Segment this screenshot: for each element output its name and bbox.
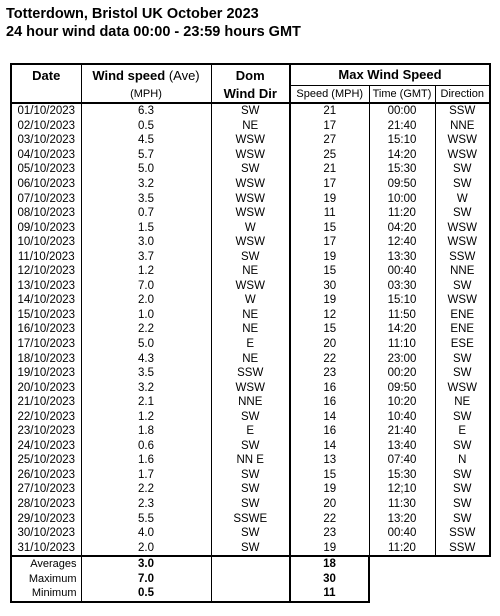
max-direction-cell: WSW (435, 133, 490, 148)
max-time-cell: 14:20 (369, 322, 435, 337)
table-row (11, 322, 490, 337)
max-speed-cell: 22 (290, 511, 369, 526)
wind-speed-cell: 2.0 (81, 293, 211, 308)
max-speed-cell: 19 (290, 482, 369, 497)
max-speed-cell: 14 (290, 409, 369, 424)
dom-wind-dir-cell: E (211, 424, 290, 439)
wind-speed-cell: 3.5 (81, 191, 211, 206)
max-direction-cell: N (435, 453, 490, 468)
summary-max-speed: 30 (290, 572, 369, 587)
max-time-cell: 11:20 (369, 540, 435, 556)
table-row (11, 103, 490, 119)
date-cell: 03/10/2023 (11, 133, 81, 148)
max-time-cell: 15:10 (369, 293, 435, 308)
max-time-cell: 10:00 (369, 191, 435, 206)
max-direction-cell: SW (435, 482, 490, 497)
table-row (11, 206, 490, 221)
summary-wind-speed: 3.0 (81, 556, 211, 572)
wind-speed-cell: 1.2 (81, 409, 211, 424)
wind-speed-ave-label: (Ave) (168, 67, 200, 83)
max-time-cell: 15:10 (369, 133, 435, 148)
dom-wind-dir-cell: NNE (211, 395, 290, 410)
table-row (11, 279, 490, 294)
wind-speed-cell: 0.5 (81, 119, 211, 134)
max-speed-cell: 27 (290, 133, 369, 148)
date-header: Date (11, 64, 81, 86)
max-speed-cell: 19 (290, 191, 369, 206)
max-speed-cell: 12 (290, 308, 369, 323)
wind-speed-cell: 5.0 (81, 337, 211, 352)
wind-dir-header: Wind Dir (211, 86, 290, 104)
summary-blank (369, 586, 490, 602)
max-direction-cell: WSW (435, 235, 490, 250)
date-cell: 30/10/2023 (11, 526, 81, 541)
max-speed-cell: 22 (290, 351, 369, 366)
max-direction-cell: WSW (435, 293, 490, 308)
wind-speed-cell: 1.6 (81, 453, 211, 468)
table-row (11, 337, 490, 352)
date-cell: 12/10/2023 (11, 264, 81, 279)
table-row (11, 482, 490, 497)
wind-speed-cell: 0.6 (81, 439, 211, 454)
date-cell: 14/10/2023 (11, 293, 81, 308)
dom-wind-dir-cell: NE (211, 351, 290, 366)
summary-wind-speed: 0.5 (81, 586, 211, 602)
wind-speed-cell: 0.7 (81, 206, 211, 221)
table-row (11, 235, 490, 250)
dom-wind-dir-cell: SW (211, 497, 290, 512)
wind-speed-header (81, 64, 211, 86)
table-row (11, 293, 490, 308)
dom-wind-dir-cell: WSW (211, 206, 290, 221)
summary-label: Minimum (11, 586, 81, 602)
wind-data-table (10, 63, 491, 603)
wind-speed-cell: 1.2 (81, 264, 211, 279)
table-row (11, 264, 490, 279)
max-wind-speed-header: Max Wind Speed (290, 64, 490, 86)
max-speed-cell: 23 (290, 366, 369, 381)
dom-wind-dir-cell: NE (211, 308, 290, 323)
max-time-cell: 00:00 (369, 103, 435, 119)
max-time-cell: 10:20 (369, 395, 435, 410)
summary-empty-cell (211, 556, 290, 572)
date-cell: 22/10/2023 (11, 409, 81, 424)
date-cell: 19/10/2023 (11, 366, 81, 381)
table-row (11, 366, 490, 381)
wind-speed-cell: 5.0 (81, 162, 211, 177)
date-cell: 27/10/2023 (11, 482, 81, 497)
table-row (11, 351, 490, 366)
wind-speed-cell: 1.0 (81, 308, 211, 323)
time-gmt-header: Time (GMT) (369, 86, 435, 104)
table-row (11, 424, 490, 439)
wind-speed-cell: 3.5 (81, 366, 211, 381)
summary-label: Averages (11, 556, 81, 572)
dom-wind-dir-cell: SW (211, 162, 290, 177)
max-time-cell: 11:50 (369, 308, 435, 323)
wind-speed-cell: 3.0 (81, 235, 211, 250)
max-speed-cell: 19 (290, 293, 369, 308)
wind-speed-cell: 4.5 (81, 133, 211, 148)
wind-speed-cell: 2.2 (81, 322, 211, 337)
max-direction-cell: ENE (435, 322, 490, 337)
date-cell: 16/10/2023 (11, 322, 81, 337)
max-speed-cell: 15 (290, 264, 369, 279)
table-row (11, 308, 490, 323)
dom-header: Dom (211, 64, 290, 86)
max-direction-cell: WSW (435, 380, 490, 395)
date-cell: 01/10/2023 (11, 103, 81, 119)
dom-wind-dir-cell: NE (211, 119, 290, 134)
page-subtitle: 24 hour wind data 00:00 - 23:59 hours GMT (6, 24, 301, 40)
max-direction-cell: SW (435, 206, 490, 221)
max-time-cell: 10:40 (369, 409, 435, 424)
dom-wind-dir-cell: SSW (211, 366, 290, 381)
wind-speed-cell: 1.5 (81, 220, 211, 235)
table-row (11, 148, 490, 163)
max-direction-cell: SW (435, 511, 490, 526)
max-time-cell: 13:40 (369, 439, 435, 454)
max-time-cell: 13:30 (369, 249, 435, 264)
table-row (11, 249, 490, 264)
date-cell: 02/10/2023 (11, 119, 81, 134)
max-time-cell: 23:00 (369, 351, 435, 366)
table-row (11, 177, 490, 192)
max-direction-cell: E (435, 424, 490, 439)
table-row (11, 468, 490, 483)
max-time-cell: 15:30 (369, 468, 435, 483)
date-cell: 04/10/2023 (11, 148, 81, 163)
max-speed-cell: 20 (290, 337, 369, 352)
max-time-cell: 14:20 (369, 148, 435, 163)
date-cell: 06/10/2023 (11, 177, 81, 192)
wind-speed-cell: 4.3 (81, 351, 211, 366)
table-row (11, 453, 490, 468)
max-speed-cell: 13 (290, 453, 369, 468)
max-speed-cell: 17 (290, 177, 369, 192)
dom-wind-dir-cell: SW (211, 526, 290, 541)
dom-wind-dir-cell: SW (211, 468, 290, 483)
wind-speed-cell: 3.2 (81, 177, 211, 192)
max-time-cell: 00:20 (369, 366, 435, 381)
date-cell: 05/10/2023 (11, 162, 81, 177)
wind-speed-cell: 5.7 (81, 148, 211, 163)
dom-wind-dir-cell: NE (211, 264, 290, 279)
max-time-cell: 15:30 (369, 162, 435, 177)
date-cell: 13/10/2023 (11, 279, 81, 294)
table-row (11, 220, 490, 235)
dom-wind-dir-cell: W (211, 293, 290, 308)
maximum-row (11, 572, 490, 587)
max-speed-cell: 15 (290, 468, 369, 483)
summary-empty-cell (211, 572, 290, 587)
wind-speed-cell: 2.1 (81, 395, 211, 410)
max-direction-cell: SW (435, 351, 490, 366)
max-time-cell: 00:40 (369, 526, 435, 541)
wind-speed-cell: 4.0 (81, 526, 211, 541)
summary-label: Maximum (11, 572, 81, 587)
dom-wind-dir-cell: SW (211, 249, 290, 264)
direction-header: Direction (435, 86, 490, 104)
date-cell: 18/10/2023 (11, 351, 81, 366)
summary-blank (369, 556, 490, 572)
max-time-cell: 13:20 (369, 511, 435, 526)
date-cell: 31/10/2023 (11, 540, 81, 556)
max-time-cell: 09:50 (369, 177, 435, 192)
max-time-cell: 09:50 (369, 380, 435, 395)
table-row (11, 511, 490, 526)
max-speed-cell: 30 (290, 279, 369, 294)
max-speed-cell: 16 (290, 424, 369, 439)
max-speed-cell: 15 (290, 220, 369, 235)
dom-wind-dir-cell: NN E (211, 453, 290, 468)
wind-speed-cell: 2.2 (81, 482, 211, 497)
wind-speed-unit-header: (MPH) (81, 86, 211, 104)
max-time-cell: 21:40 (369, 119, 435, 134)
wind-speed-label: Wind speed (92, 67, 166, 83)
summary-wind-speed: 7.0 (81, 572, 211, 587)
summary-max-speed: 18 (290, 556, 369, 572)
max-time-cell: 03:30 (369, 279, 435, 294)
max-time-cell: 12:40 (369, 235, 435, 250)
averages-row (11, 556, 490, 572)
table-row (11, 119, 490, 134)
table-row (11, 380, 490, 395)
table-row (11, 395, 490, 410)
minimum-row (11, 586, 490, 602)
summary-max-speed: 11 (290, 586, 369, 602)
dom-wind-dir-cell: E (211, 337, 290, 352)
max-direction-cell: SW (435, 279, 490, 294)
max-speed-cell: 23 (290, 526, 369, 541)
max-time-cell: 04:20 (369, 220, 435, 235)
max-speed-cell: 21 (290, 162, 369, 177)
max-time-cell: 21:40 (369, 424, 435, 439)
max-direction-cell: SSW (435, 526, 490, 541)
dom-wind-dir-cell: SW (211, 540, 290, 556)
page-title: Totterdown, Bristol UK October 2023 (6, 6, 259, 22)
max-speed-cell: 19 (290, 249, 369, 264)
max-direction-cell: SSW (435, 103, 490, 119)
date-cell: 28/10/2023 (11, 497, 81, 512)
max-time-cell: 11:10 (369, 337, 435, 352)
wind-speed-cell: 3.7 (81, 249, 211, 264)
dom-wind-dir-cell: W (211, 220, 290, 235)
table-row (11, 409, 490, 424)
dom-wind-dir-cell: SW (211, 409, 290, 424)
date-cell: 09/10/2023 (11, 220, 81, 235)
header-row-2 (11, 86, 490, 104)
date-cell: 29/10/2023 (11, 511, 81, 526)
dom-wind-dir-cell: SW (211, 482, 290, 497)
max-direction-cell: ENE (435, 308, 490, 323)
max-direction-cell: SW (435, 409, 490, 424)
date-cell: 10/10/2023 (11, 235, 81, 250)
max-direction-cell: SW (435, 162, 490, 177)
speed-mph-header: Speed (MPH) (290, 86, 369, 104)
dom-wind-dir-cell: WSW (211, 133, 290, 148)
date-cell: 15/10/2023 (11, 308, 81, 323)
wind-speed-cell: 2.0 (81, 540, 211, 556)
date-cell: 24/10/2023 (11, 439, 81, 454)
max-time-cell: 11:20 (369, 206, 435, 221)
max-time-cell: 12;10 (369, 482, 435, 497)
dom-wind-dir-cell: SW (211, 103, 290, 119)
dom-wind-dir-cell: WSW (211, 279, 290, 294)
max-time-cell: 00:40 (369, 264, 435, 279)
table-row (11, 540, 490, 556)
dom-wind-dir-cell: WSW (211, 177, 290, 192)
date-cell: 25/10/2023 (11, 453, 81, 468)
max-speed-cell: 21 (290, 103, 369, 119)
max-speed-cell: 25 (290, 148, 369, 163)
max-direction-cell: SSW (435, 540, 490, 556)
max-speed-cell: 16 (290, 380, 369, 395)
table-row (11, 162, 490, 177)
max-time-cell: 11:30 (369, 497, 435, 512)
max-speed-cell: 15 (290, 322, 369, 337)
max-direction-cell: SW (435, 439, 490, 454)
max-time-cell: 07:40 (369, 453, 435, 468)
wind-speed-cell: 5.5 (81, 511, 211, 526)
dom-wind-dir-cell: SW (211, 439, 290, 454)
max-direction-cell: SW (435, 366, 490, 381)
dom-wind-dir-cell: WSW (211, 235, 290, 250)
date-cell: 11/10/2023 (11, 249, 81, 264)
max-direction-cell: SW (435, 468, 490, 483)
dom-wind-dir-cell: SSWE (211, 511, 290, 526)
date-cell: 17/10/2023 (11, 337, 81, 352)
max-direction-cell: ESE (435, 337, 490, 352)
wind-speed-cell: 7.0 (81, 279, 211, 294)
max-direction-cell: WSW (435, 220, 490, 235)
date-cell: 20/10/2023 (11, 380, 81, 395)
max-speed-cell: 11 (290, 206, 369, 221)
max-direction-cell: SSW (435, 249, 490, 264)
wind-speed-cell: 2.3 (81, 497, 211, 512)
summary-empty-cell (211, 586, 290, 602)
max-direction-cell: SW (435, 177, 490, 192)
max-direction-cell: W (435, 191, 490, 206)
max-direction-cell: NE (435, 395, 490, 410)
max-direction-cell: SW (435, 497, 490, 512)
max-speed-cell: 20 (290, 497, 369, 512)
wind-speed-cell: 3.2 (81, 380, 211, 395)
date-cell: 07/10/2023 (11, 191, 81, 206)
table-row (11, 191, 490, 206)
dom-wind-dir-cell: WSW (211, 148, 290, 163)
max-speed-cell: 16 (290, 395, 369, 410)
wind-speed-cell: 1.7 (81, 468, 211, 483)
max-speed-cell: 19 (290, 540, 369, 556)
date-cell: 21/10/2023 (11, 395, 81, 410)
table-row (11, 439, 490, 454)
dom-wind-dir-cell: WSW (211, 380, 290, 395)
max-speed-cell: 17 (290, 119, 369, 134)
dom-wind-dir-cell: NE (211, 322, 290, 337)
wind-speed-cell: 1.8 (81, 424, 211, 439)
dom-wind-dir-cell: WSW (211, 191, 290, 206)
table-row (11, 526, 490, 541)
header-row-1 (11, 64, 490, 86)
date-cell: 26/10/2023 (11, 468, 81, 483)
max-direction-cell: NNE (435, 264, 490, 279)
table-row (11, 133, 490, 148)
table-row (11, 497, 490, 512)
wind-speed-cell: 6.3 (81, 103, 211, 119)
max-direction-cell: WSW (435, 148, 490, 163)
date-cell: 08/10/2023 (11, 206, 81, 221)
summary-blank (369, 572, 490, 587)
max-speed-cell: 17 (290, 235, 369, 250)
date-cell: 23/10/2023 (11, 424, 81, 439)
max-speed-cell: 14 (290, 439, 369, 454)
max-direction-cell: NNE (435, 119, 490, 134)
